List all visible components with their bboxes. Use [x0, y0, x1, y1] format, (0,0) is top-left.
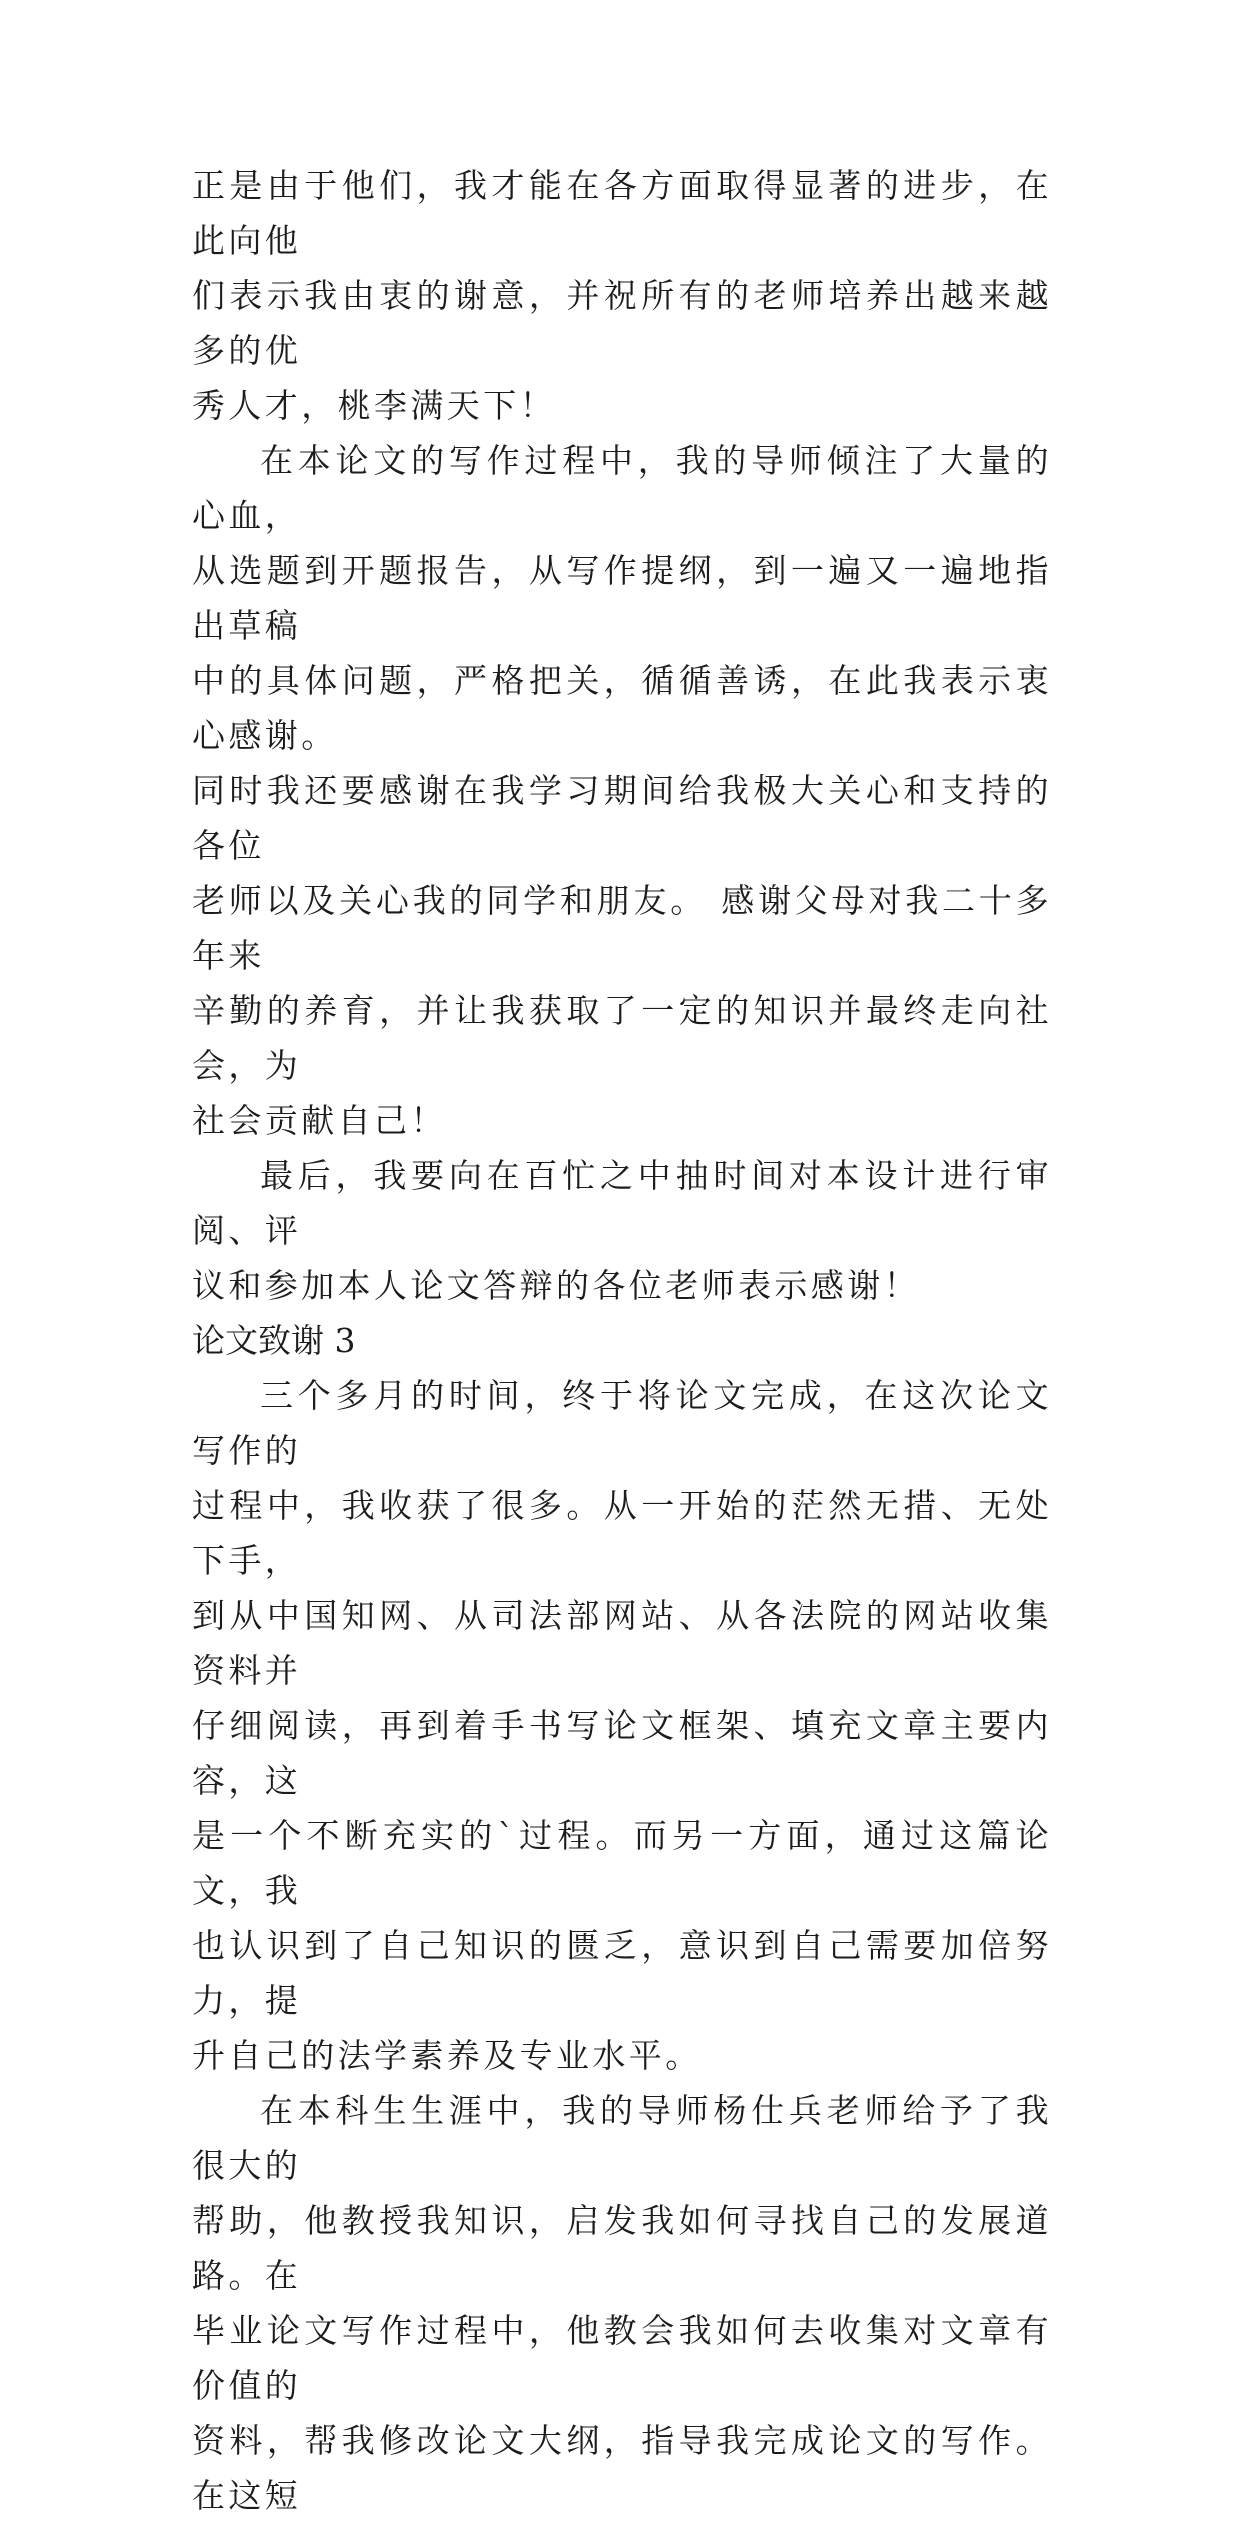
paragraph-thesis-process: 三个多月的时间，终于将论文完成，在这次论文写作的 过程中，我收获了很多。从一开始的茫然无措、无处下手， 到从中国知网、从司法部网站、从各法院的网站收集资料并 仔细阅读，再到着手书写论文框架、填充文章主要内容，这 是一个不断充实的`过程。而另一方面，通过这篇论文，我 也认识到了自己知识的匮乏，意识到自己需要加倍努力，提 升自己的法学素养及专业水平。 [192, 1376, 1052, 2075]
document-body [192, 158, 1052, 2523]
section-title: 论文致谢 3 [192, 1321, 356, 1360]
paragraph-undergraduate-advisor: 在本科生生涯中，我的导师杨仕兵老师给予了我很大的 帮助，他教授我知识，启发我如何寻找自己的发展道路。在 毕业论文写作过程中，他教会我如何去收集对文章有价值的 资料，帮我修改论文大纲，指导我完成论文的写作。在这短 [192, 2091, 1052, 2515]
paragraph-advisor-thanks: 在本论文的写作过程中，我的导师倾注了大量的心血， 从选题到开题报告，从写作提纲，到一遍又一遍地指出草稿 中的具体问题，严格把关，循循善诱，在此我表示衷心感谢。 同时我还要感谢在我学习期间给我极大关心和支持的各位 老师以及关心我的同学和朋友。 感谢父母对我二十多年来 辛勤的养育，并让我获取了一定的知识并最终走向社会，为 社会贡献自己！ [192, 441, 1052, 1140]
paragraph-gratitude-teachers: 正是由于他们，我才能在各方面取得显著的进步，在此向他 们表示我由衷的谢意，并祝所有的老师培养出越来越多的优 秀人才，桃李满天下！ [192, 166, 1052, 425]
paragraph-final-thanks: 最后，我要向在百忙之中抽时间对本设计进行审阅、评 议和参加本人论文答辩的各位老师表示感谢！ [192, 1156, 1052, 1305]
